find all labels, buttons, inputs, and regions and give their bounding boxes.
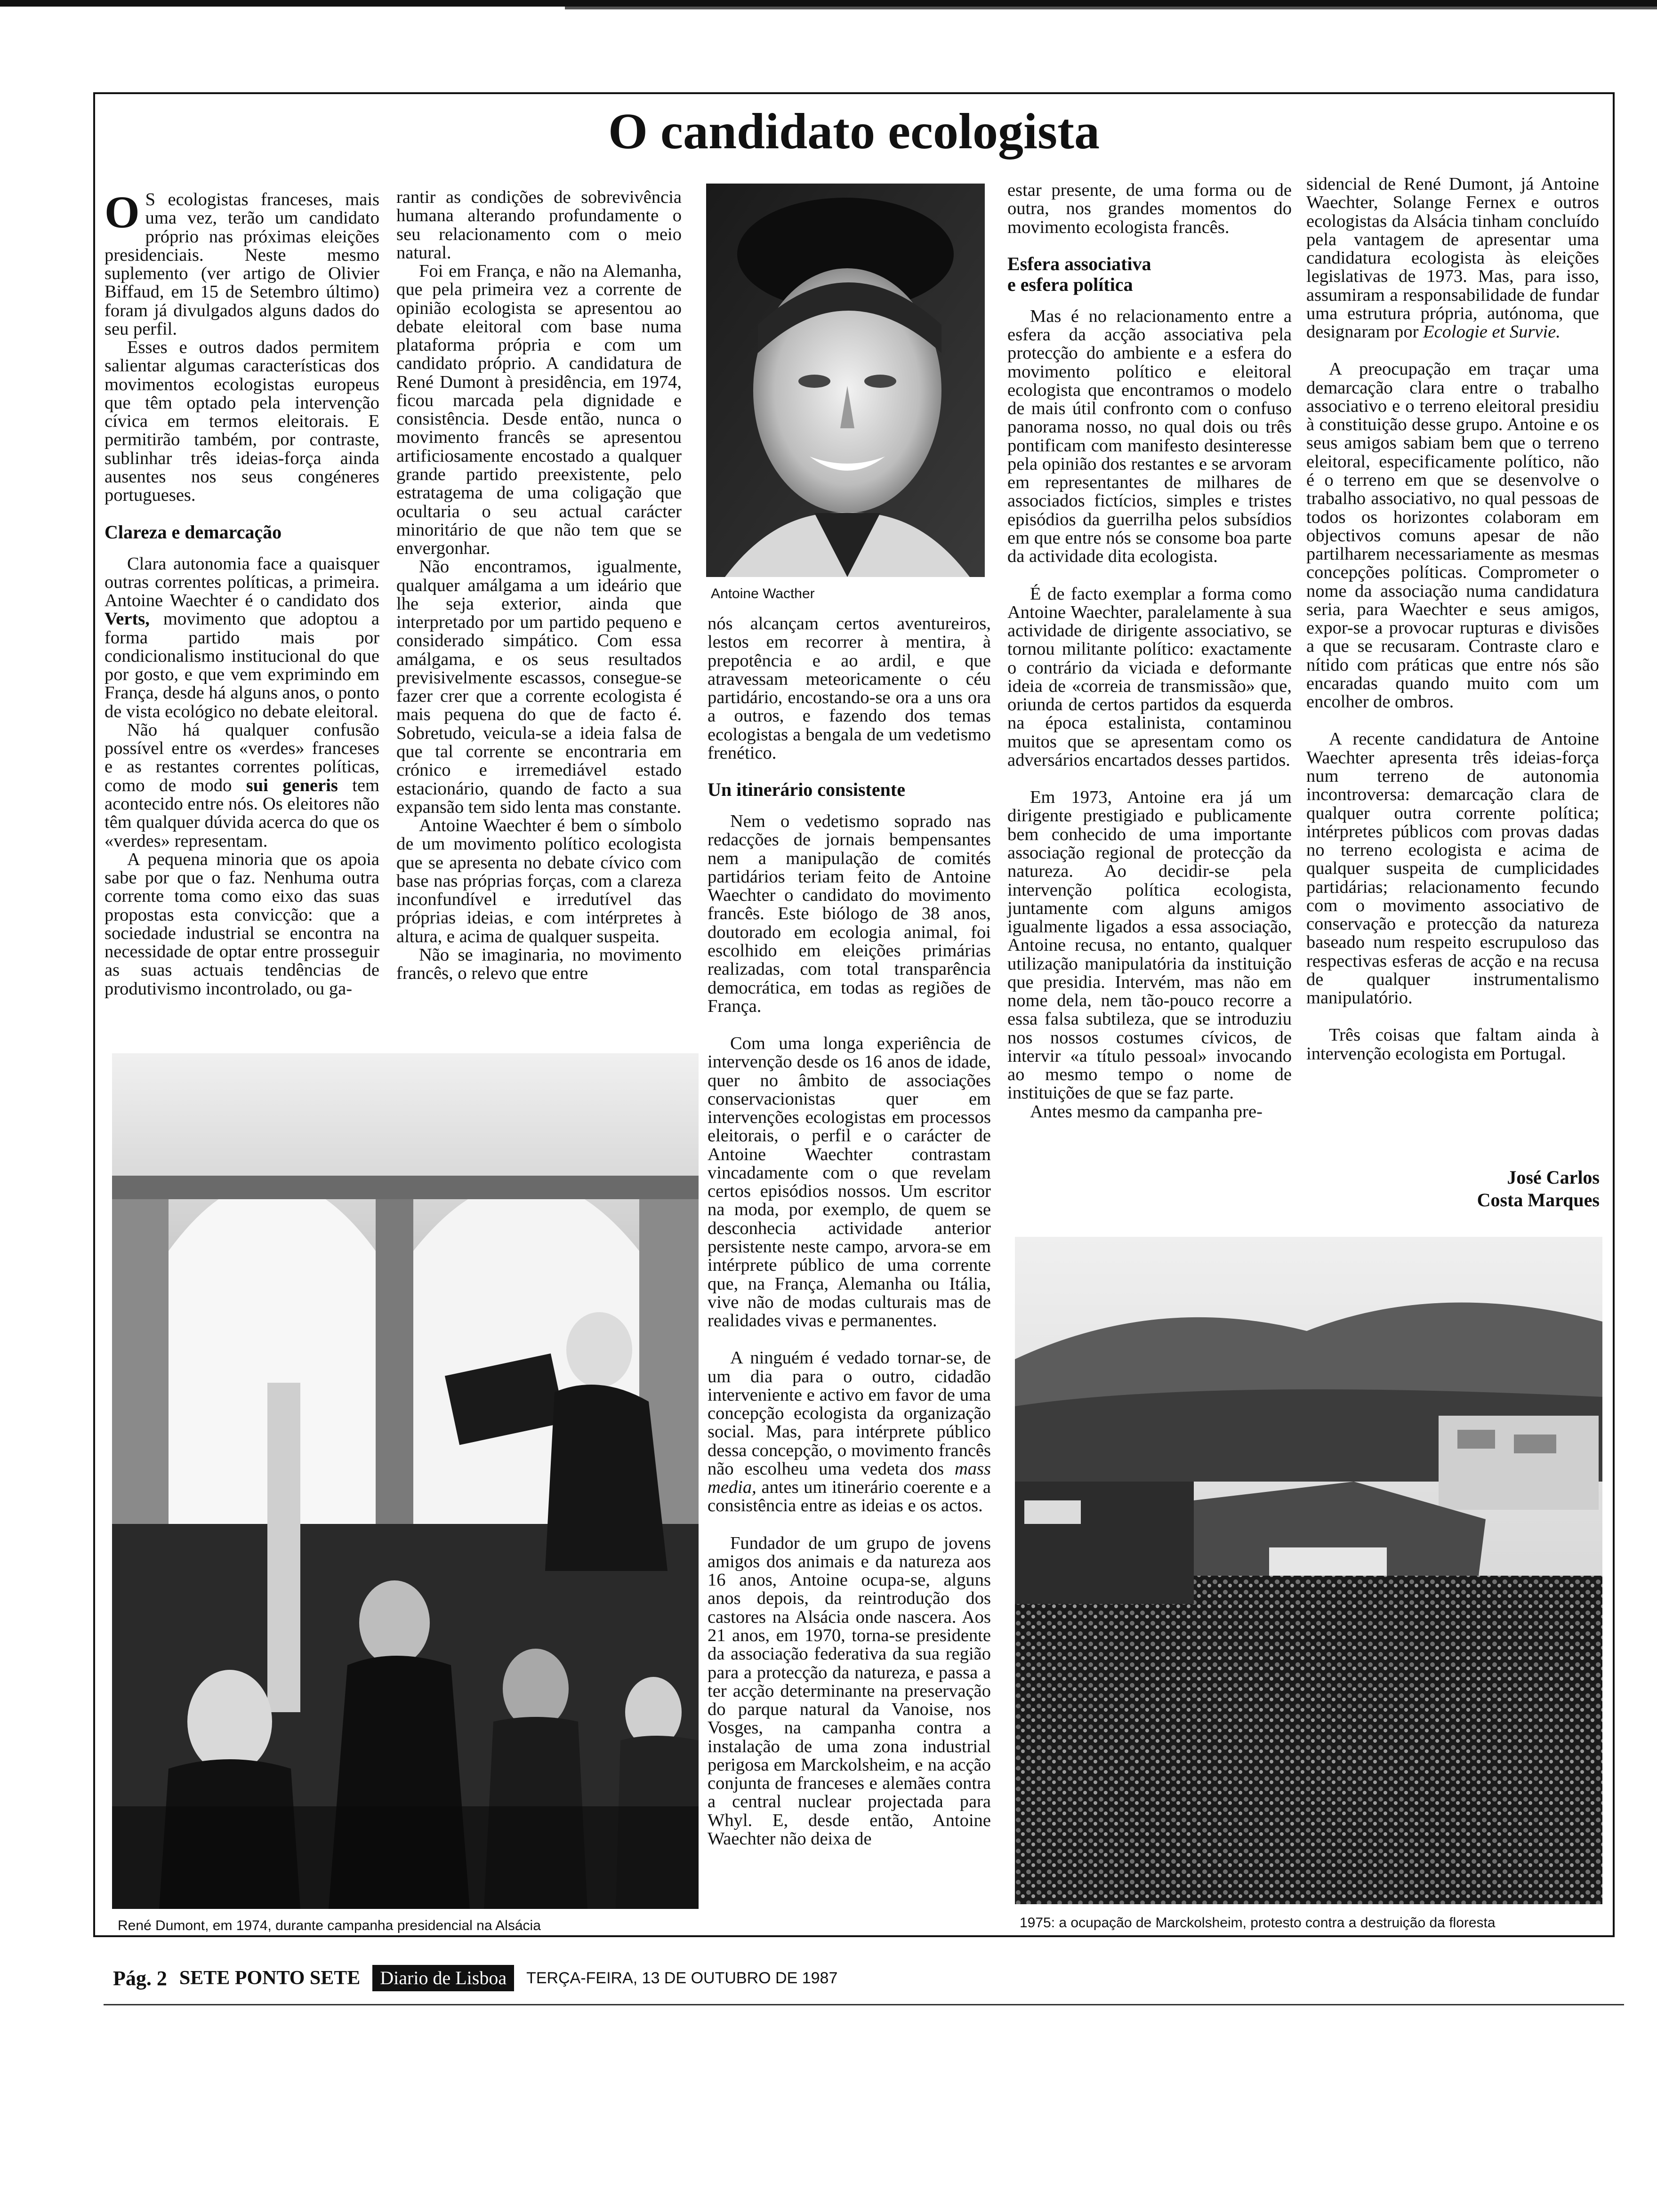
marckolsheim-photo: [1015, 1237, 1602, 1904]
column-1: [105, 187, 379, 1038]
column-3: [708, 614, 991, 1849]
paragraph: Com uma longa experiência de intervenção desde os 16 anos de idade, quer no âmbito de associações conservacionistas quer em intervenções ecologistas em processos eleitorais, o perfil e o carácter de Antoine Waechter contrastam vincadamente com o que revelam certos episódios nossos. Um escritor na moda, por exemplo, de quem se desconhecia actividade anterior persistente neste campo, arvora-se em intérprete público de uma corrente que, na França, Alemanha ou Itália, vive não de modas culturais mas de realidades vivas e permanentes.: [708, 1034, 991, 1331]
paragraph: Não há qualquer confusão possível entre os «verdes» franceses e as restantes correntes políticas, como de modo sui generis tem acontecido entre nós. Os eleitores não têm qualquer dúvida acerca do que os «verdes» representam.: [105, 720, 379, 851]
paragraph: A preocupação em traçar uma demarcação clara entre o trabalho associativo e o terreno eleitoral presidiu à constituição desse grupo. Antoine e os seus amigos sabiam bem que o terreno eleitoral, especificamente político, não é o terreno em que se desenvolve o trabalho associativo, no qual pessoas de todos os horizontes colaboram em objectivos comuns apesar de não partilharem necessariamente as mesmas concepções políticas. Comprometer o nome da associação numa candidatura seria, para Waechter e seus amigos, expor-se a provocar rupturas e divisões a que se recusaram. Contraste claro e nítido com práticas que entre nós são encaradas quando muito com um encolher de ombros.: [1306, 359, 1599, 712]
page-number: Pág. 2: [113, 1966, 167, 1990]
paragraph: É de facto exemplar a forma como Antoine Waechter, paralelamente à sua actividade de dirigente associativo, se tornou militante político: exactamente o contrário da viciada e deformante ideia de «correia de transmissão» que, oriunda de certos partidos da esquerda na época estalinista, contaminou muitos que se apresentam como os adversários encartados desses partidos.: [1007, 584, 1292, 770]
paragraph: Antoine Waechter é bem o símbolo de um movimento político ecologista que se apresenta no debate cívico com base nas próprias forças, com a clareza inconfundível e irredutível das próprias ideias, e com intérpretes à altura, e acima de qualquer suspeita.: [396, 816, 682, 946]
paragraph: Nem o vedetismo soprado nas redacções de jornais bempensantes nem a manipulação de comités partidários teriam feito de Antoine Waechter o candidato do movimento francês. Este biólogo de 38 anos, doutorado em ecologia animal, foi escolhido em eleições primárias realizadas, com total transparência democrática, em todas as regiões de França.: [708, 811, 991, 1016]
paragraph: Mas é no relacionamento entre a esfera da acção associativa pela protecção do ambiente e a esfera do movimento político e eleitoral ecologista que encontramos o modelo de mais útil confronto com o confuso panorama nosso, no qual dois ou três pontificam com manifesto desinteresse pela opinião dos restantes e se arvoram em representantes de milhares de associados fictícios, simples e tristes episódios da guerrilha pelos subsídios em que entre nós se consome boa parte da actividade dita ecologista.: [1007, 306, 1292, 567]
section-heading: Esfera associativa e esfera política: [1007, 253, 1151, 295]
scan-top-edge-shadow: [565, 7, 1657, 9]
paragraph: A recente candidatura de Antoine Waechter apresenta três ideias-força num terreno de autonomia incontroversa: demarcação clara de qualquer outra corrente política; intérpretes públicos com provas dadas no terreno ecologista e acima de qualquer suspeita de cumplicidades partidárias; relacionamento fecundo com o movimento associativo de conservação e protecção da natureza baseado num respeito escrupuloso das respectivas esferas de acção e na recusa de qualquer instrumentalismo manipulatório.: [1306, 729, 1599, 1008]
column-5: [1306, 175, 1599, 1159]
bottom-rule: [104, 2004, 1624, 2005]
paragraph: Não encontramos, igualmente, qualquer amálgama a um ideário que lhe seja exterior, ainda que interpretado por um partido pequeno e considerado simpático. Com essa amálgama, e os seus resultados previsivelmente escassos, consegue-se fazer crer que a corrente ecologista é mais pequena do que de facto é. Sobretudo, veicula-se a ideia falsa de que tal corrente se encontraria em crónico e irremediável estado estacionário, quando de facto a sua expansão tem sido lenta mas constante.: [396, 557, 682, 817]
dumont-caption: René Dumont, em 1974, durante campanha presidencial na Alsácia: [118, 1918, 541, 1933]
article-title: O candidato ecologista: [608, 104, 1100, 160]
paragraph: Antes mesmo da campanha pre-: [1030, 1101, 1263, 1122]
paragraph: Não se imaginaria, no movimento francês, o relevo que entre: [396, 945, 682, 984]
byline-name-2: Costa Marques: [1477, 1189, 1600, 1210]
supplement-name: SETE PONTO SETE: [179, 1967, 361, 1989]
byline: [1365, 1166, 1600, 1211]
marckolsheim-caption: 1975: a ocupação de Marckolsheim, protesto contra a destruição da floresta: [1020, 1915, 1496, 1931]
dumont-photo: [112, 1053, 699, 1909]
paragraph: Em 1973, Antoine era já um dirigente prestigiado e publicamente bem conhecido de uma importante associação regional de protecção da natureza. Ao decidir-se pela intervenção política ecologista, juntamente com alguns amigos igualmente ligados a essa associação, Antoine recusa, no entanto, qualquer utilização manipulatória da instituição que presidia. Intervém, mas não em nome dela, nem tão-pouco recorre a essa falsa subtileza, que se introduziu nos nossos costumes cívicos, de intervir «a título pessoal» invocando ao mesmo tempo o nome de instituições de que se faz parte.: [1007, 787, 1292, 1103]
paragraph: nós alcançam certos aventureiros, lestos em recorrer à mentira, à prepotência e ao ardil, e que atravessam meteoricamente o céu partidário, encostando-se ora a uns ora a outros, e fazendo dos temas ecologistas a bengala de um vedetismo frenético.: [708, 614, 991, 763]
paragraph: A ninguém é vedado tornar-se, de um dia para o outro, cidadão interveniente e activo em favor de uma concepção ecologista da organização social. Mas, para intérprete público dessa concepção, o movimento francês não escolheu uma vedeta dos mass media, antes um itinerário coerente e a consistência entre as ideias e os actos.: [708, 1348, 991, 1516]
paragraph: Foi em França, e não na Alemanha, que pela primeira vez a corrente de opinião ecologista se apresentou ao debate eleitoral com base numa plataforma própria e com um candidato próprio. A candidatura de René Dumont à presidência, em 1974, ficou marcada pela dignidade e consistência. Desde então, nunca o movimento francês se apresentou artificiosamente encostado a qualquer grande partido preexistente, pelo estratagema de uma coligação que ocultaria o seu actual carácter minoritário de que não tem que se envergonhar.: [396, 261, 682, 559]
paragraph: A pequena minoria que os apoia sabe por que o faz. Nenhuma outra corrente toma como eixo das suas propostas esta convicção: que a sociedade industrial se encontra na necessidade de optar entre prosseguir as suas actuais tendências de produtivismo incontrolado, ou ga-: [105, 849, 379, 999]
issue-date: TERÇA-FEIRA, 13 DE OUTUBRO DE 1987: [526, 1969, 838, 1987]
section-heading: Clareza e demarcação: [105, 521, 282, 543]
paragraph: S ecologistas franceses, mais uma vez, terão um candidato próprio nas próximas eleições presidenciais. Neste mesmo suplemento (ver artigo de Olivier Biffaud, em 15 de Setembro último) foram já divulgados alguns dados do seu perfil.: [105, 190, 379, 339]
paragraph: Clara autonomia face a quaisquer outras correntes políticas, a primeira. Antoine Waechter é o candidato dos Verts, movimento que adoptou a forma partido mais por condicionalismo institucional do que por gosto, e que vem exprimindo em França, desde há alguns anos, o ponto de vista ecológico no debate eleitoral.: [105, 553, 379, 721]
portrait-photo: [706, 184, 985, 577]
paragraph: Esses e outros dados permitem salientar algumas características dos movimentos ecologistas europeus que têm optado pela intervenção cívica em termos eleitorais. E permitirão também, por contraste, sublinhar três ideias-força ainda ausentes nos seus congéneres portugueses.: [105, 337, 379, 505]
drop-cap: O: [105, 187, 140, 237]
paragraph: rantir as condições de sobrevivência humana alterando profundamente o seu relacionamento com o meio natural.: [396, 187, 682, 263]
page-footer: [113, 1962, 837, 1995]
column-2: [396, 188, 682, 1035]
section-heading: Un itinerário consistente: [708, 779, 905, 801]
byline-name-1: José Carlos: [1507, 1167, 1600, 1188]
paragraph: Três coisas que faltam ainda à intervenção ecologista em Portugal.: [1306, 1025, 1599, 1064]
paragraph: Fundador de um grupo de jovens amigos dos animais e da natureza aos 16 anos, Antoine ocupa-se, alguns anos depois, da reintrodução dos castores na Alsácia onde nascera. Aos 21 anos, em 1970, torna-se presidente da associação federativa da sua região para a protecção da natureza, e passa a ter acção determinante na preservação do parque natural da Vanoise, nos Vosges, na campanha contra a instalação de uma zona industrial perigosa em Marckolsheim, e na acção conjunta de franceses e alemães contra a central nuclear projectada para Whyl. E, desde então, Antoine Waechter não deixa de: [708, 1533, 991, 1849]
newspaper-logo: Diario de Lisboa: [372, 1965, 514, 1991]
column-4: [1007, 181, 1292, 1217]
paragraph: sidencial de René Dumont, já Antoine Waechter, Solange Fernex e outros ecologistas da Alsácia tinham concluído pela vantagem de apresentar uma candidatura ecologista às eleições legislativas de 1973. Mas, para isso, assumiram a responsabilidade de fundar uma estrutura própria, autónoma, que designaram por Ecologie et Survie.: [1306, 174, 1599, 342]
scan-top-edge: [0, 0, 1657, 7]
portrait-caption: Antoine Wacther: [711, 586, 815, 601]
paragraph: estar presente, de uma forma ou de outra, nos grandes momentos do movimento ecologista francês.: [1007, 180, 1292, 237]
